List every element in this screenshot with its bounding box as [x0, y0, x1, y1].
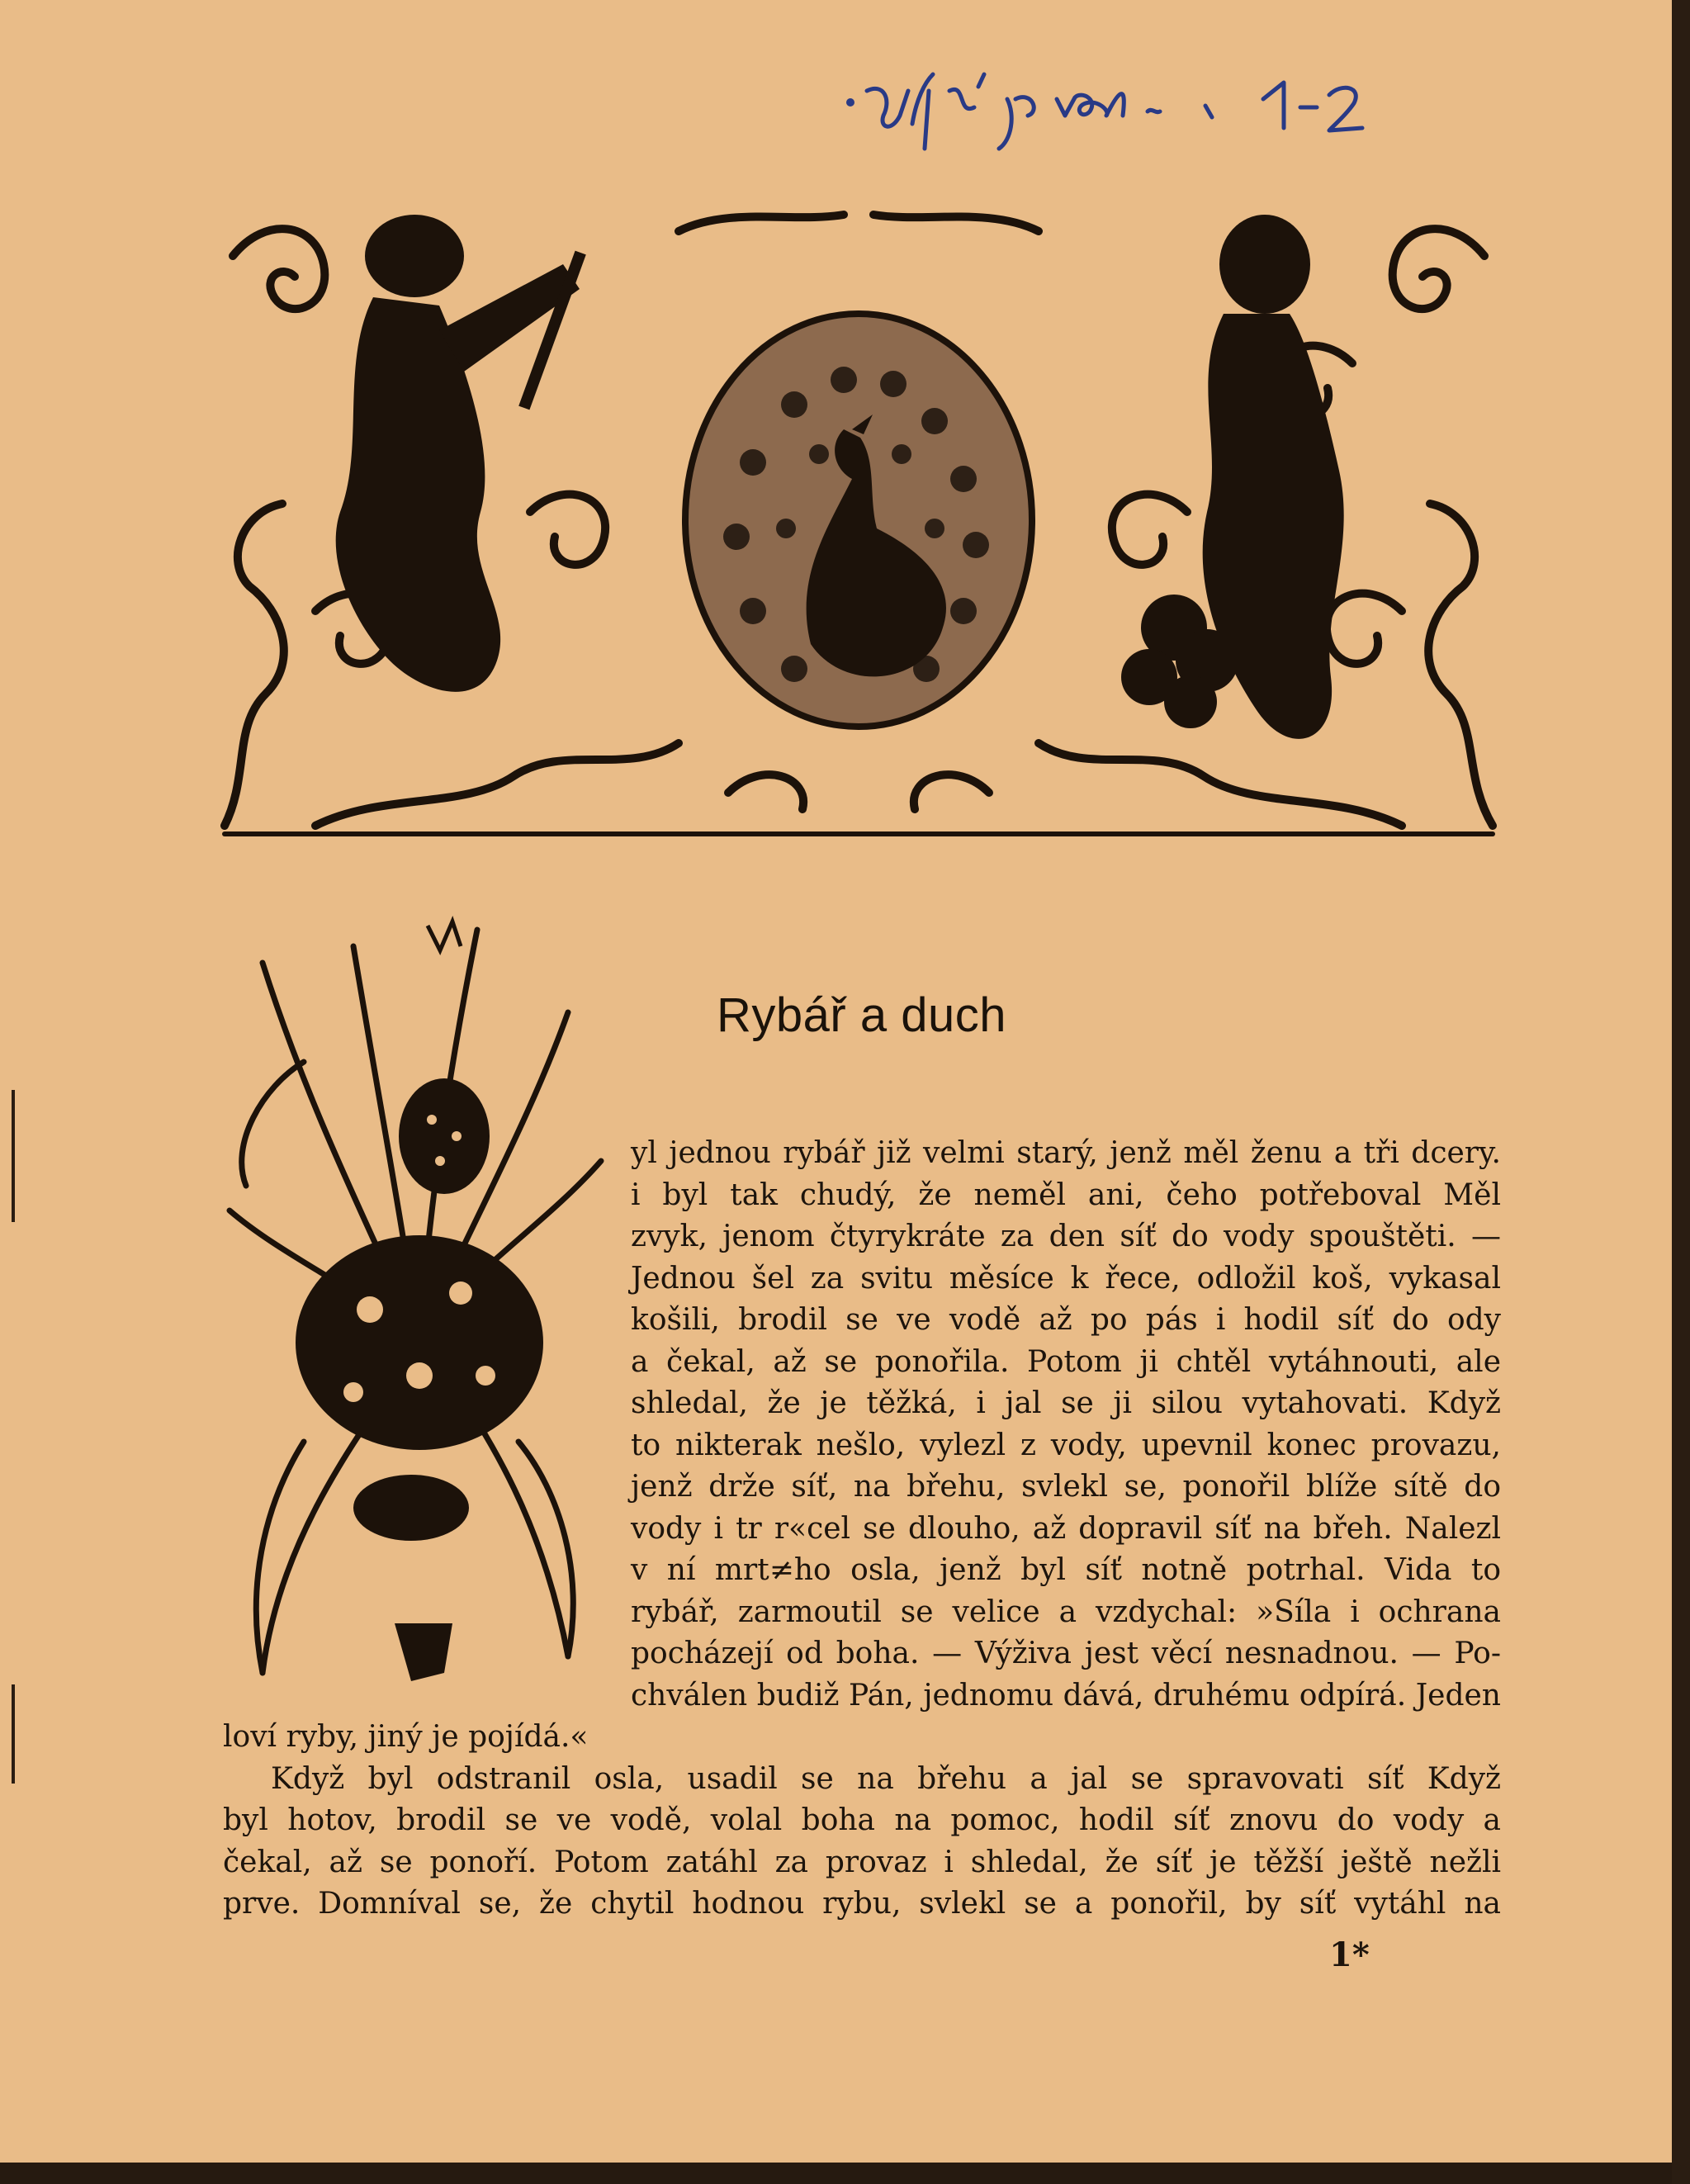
margin-mark — [12, 1684, 15, 1784]
text-line: rybář, zarmoutil se velice a vzdychal: »Síla i ochrana — [631, 1594, 1501, 1629]
text-line: v ní mrt≠ho osla, jenž byl síť notně potrhal. Vida to — [631, 1553, 1501, 1587]
text-line: košili, brodil se ve vodě až po pás i hodil síť do ody — [631, 1303, 1501, 1337]
text-line: jenž drže síť, na břehu, svlekl se, ponořil blíže sítě do — [631, 1470, 1501, 1504]
story-full-text — [223, 1717, 1501, 1926]
signature-mark: 1* — [1329, 1935, 1370, 1974]
text-line: to nikterak nešlo, vylezl z vody, upevnil konec provazu, — [631, 1428, 1501, 1462]
text-line: zvyk, jenom čtyrykráte za den síť do vody spouštěti. — — [631, 1220, 1501, 1253]
story-title: Rybář a duch — [717, 988, 1006, 1042]
text-line: loví ryby, jiný je pojídá.« — [223, 1720, 589, 1754]
scan-edge-bottom — [0, 2163, 1672, 2184]
text-line: byl hotov, brodil se ve vodě, volal boha na pomoc, hodil síť znovu do vody a — [223, 1803, 1501, 1837]
text-line: prve. Domníval se, že chytil hodnou rybu, svlekl se a ponořil, by síť vytáhl na — [223, 1887, 1501, 1921]
scan-edge-right — [1672, 0, 1690, 2184]
header-vignette — [216, 198, 1501, 844]
side-ornament — [213, 913, 626, 1706]
text-line: Jednou šel za svitu měsíce k řece, odložil koš, vykasal — [631, 1261, 1501, 1296]
margin-mark — [12, 1090, 15, 1222]
text-line: pocházejí od boha. — Výživa jest věcí nesnadnou. — Po- — [631, 1637, 1501, 1670]
text-line: chválen budiž Pán, jednomu dává, druhému odpírá. Jeden — [631, 1678, 1501, 1713]
text-line: shledal, že je těžká, i jal se ji silou vytahovati. Když — [631, 1386, 1501, 1420]
handwritten-annotation — [834, 66, 1379, 157]
text-line: Když byl odstranil osla, usadil se na břehu a jal se spravovati síť Když — [271, 1761, 1501, 1796]
text-line: a čekal, až se ponořila. Potom ji chtěl vytáhnouti, ale — [631, 1344, 1501, 1379]
story-column-text — [631, 1133, 1501, 1717]
text-line: čekal, až se ponoří. Potom zatáhl za provaz i shledal, že síť je těžší ještě nežli — [223, 1845, 1501, 1879]
text-line: vody i tr r«cel se dlouho, až dopravil síť na břeh. Nalezl — [631, 1511, 1501, 1546]
text-line: yl jednou rybář již velmi starý, jenž měl ženu a tři dcery. — [631, 1136, 1501, 1170]
text-line: i byl tak chudý, že neměl ani, čeho potřeboval Měl — [631, 1177, 1501, 1212]
